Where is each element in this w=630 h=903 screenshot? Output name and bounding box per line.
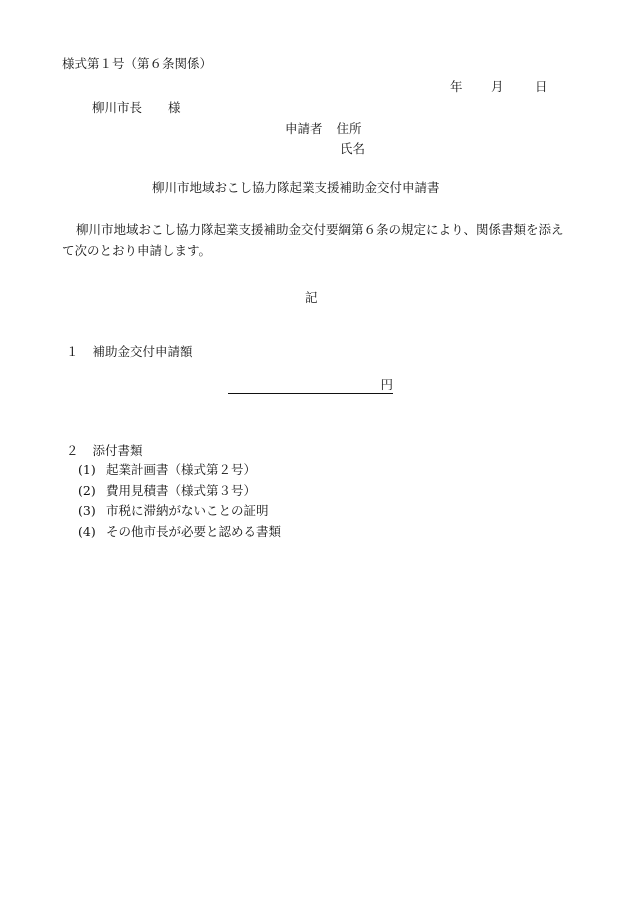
- body-paragraph: 柳川市地域おこし協力隊起業支援補助金交付要綱第６条の規定により、関係書類を添えて次のとおり申請します。: [62, 222, 564, 258]
- list-item-number: (2): [78, 482, 96, 498]
- date-day-label: 日: [535, 79, 548, 94]
- list-item-text: 市税に滞納がないことの証明: [106, 503, 269, 518]
- name-label: 氏名: [340, 141, 366, 156]
- applicant-label: 申請者: [285, 121, 323, 136]
- list-item: [78, 462, 281, 483]
- list-item-number: (1): [78, 462, 96, 477]
- amount-line: [228, 377, 393, 394]
- recipient-name: 柳川市長: [92, 100, 143, 115]
- list-item-text: 起業計画書（様式第２号）: [106, 462, 257, 477]
- applicant-address-row: [285, 121, 362, 136]
- recipient: [92, 100, 181, 115]
- item-1-number: １: [66, 344, 79, 359]
- item-2-heading: [66, 443, 143, 458]
- item-1-label: 補助金交付申請額: [92, 344, 193, 359]
- list-item: [78, 524, 281, 545]
- list-item: [78, 483, 281, 504]
- list-item-number: (3): [78, 503, 96, 518]
- item-2-label: 添付書類: [92, 443, 143, 458]
- date-month-label: 月: [491, 79, 504, 94]
- item-2-number: ２: [66, 443, 79, 458]
- list-item-number: (4): [78, 523, 96, 539]
- recipient-honorific: 様: [168, 100, 181, 115]
- amount-unit: 円: [380, 377, 393, 392]
- list-item-text: その他市長が必要と認める書類: [106, 523, 282, 539]
- list-item: [78, 503, 281, 524]
- list-item-text: 費用見積書（様式第３号）: [106, 482, 257, 498]
- date-row: [450, 79, 548, 94]
- address-label: 住所: [336, 121, 362, 136]
- document-title: 柳川市地域おこし協力隊起業支援補助金交付申請書: [152, 180, 440, 195]
- form-number: 様式第１号（第６条関係）: [62, 56, 213, 71]
- ki-heading: 記: [305, 290, 318, 305]
- item-1-heading: [66, 344, 193, 359]
- attachment-list: [78, 462, 281, 544]
- date-year-label: 年: [450, 79, 463, 94]
